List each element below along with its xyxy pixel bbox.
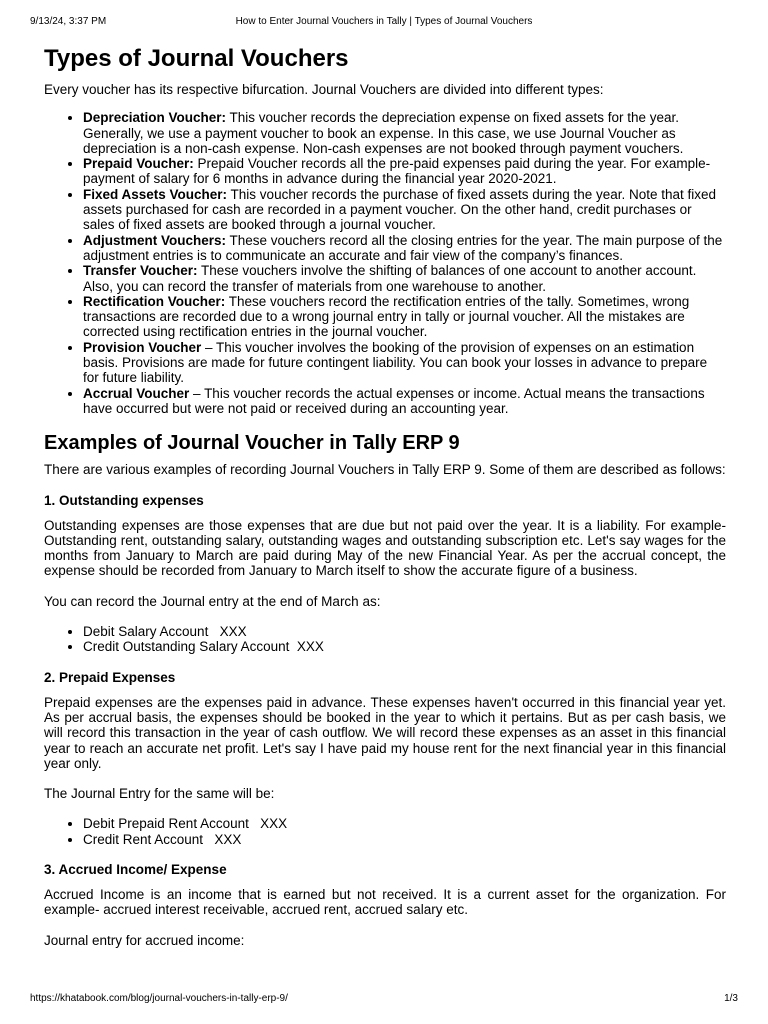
print-datetime: 9/13/24, 3:37 PM xyxy=(30,16,107,27)
list-item-term: Prepaid Voucher: xyxy=(83,156,194,172)
list-item xyxy=(83,386,726,417)
article-content xyxy=(44,40,726,963)
list-item-term: Accrual Voucher xyxy=(83,385,190,401)
prepaid-entry-intro: The Journal Entry for the same will be: xyxy=(44,786,275,802)
list-item: • Credit Rent Account XXX xyxy=(83,832,726,847)
print-page-number: 1/3 xyxy=(724,993,738,1004)
list-item-text: Prepaid Voucher records all the pre-paid expenses paid during the year. For example- payment of salary for 6 months in advance during the financial year 2020-2021. xyxy=(83,156,711,187)
outstanding-heading: 1. Outstanding expenses xyxy=(44,492,204,508)
list-item xyxy=(83,340,726,386)
accrued-heading: 3. Accrued Income/ Expense xyxy=(44,861,227,877)
accrued-entry-intro: Journal entry for accrued income: xyxy=(44,932,245,948)
outstanding-paragraph: Outstanding expenses are those expenses that are due but not paid over the year. It is a liability. For example- Outstanding rent, outstanding salary, outstanding wages and outstanding subscription etc. Let's say wages for the months from January to March are paid during May of the new Financial Year. As per the accrual concept, the expense should be recorded from January to March itself to show the accurate figure of a business. xyxy=(44,517,726,579)
print-page-title: How to Enter Journal Vouchers in Tally | Types of Journal Vouchers xyxy=(235,16,533,27)
list-item-text: – This voucher records the actual expenses or income. Actual means the transactions have occurred but were not paid or received during an accounting year. xyxy=(83,385,705,416)
print-footer xyxy=(30,993,738,1007)
list-item xyxy=(83,110,726,156)
print-url: https://khatabook.com/blog/journal-vouchers-in-tally-erp-9/ xyxy=(30,993,288,1004)
list-item-text: This voucher records the depreciation expense on fixed assets for the year. Generally, we use a payment voucher to book an expense. In this case, we use Journal Voucher as depreciation is a non-cash expense. Non-cash expenses are not booked through payment vouchers. xyxy=(83,110,684,156)
list-item xyxy=(83,294,726,340)
accrued-paragraph: Accrued Income is an income that is earned but not received. It is a current asset for the organization. For example- accrued interest receivable, accrued rent, accrued salary etc. xyxy=(44,886,726,918)
list-item-term: Transfer Voucher: xyxy=(83,263,198,279)
list-item-term: Rectification Voucher: xyxy=(83,293,226,309)
print-header xyxy=(30,16,738,30)
examples-intro: There are various examples of recording Journal Vouchers in Tally ERP 9. Some of them are described as follows: xyxy=(44,462,726,478)
list-item-text: These vouchers involve the shifting of balances of one account to another account. Also, you can record the transfer of materials from one warehouse to another. xyxy=(83,263,697,294)
prepaid-entries xyxy=(44,816,726,847)
list-item-text: This voucher records the purchase of fixed assets during the year. Note that fixed assets purchased for cash are recorded in a payment voucher. On the other hand, credit purchases or sales of fixed assets are booked through a journal voucher. xyxy=(83,186,717,233)
list-item: • Debit Prepaid Rent Account XXX xyxy=(83,816,726,831)
list-item: • Debit Salary Account XXX xyxy=(83,624,726,639)
list-item: • Credit Outstanding Salary Account XXX xyxy=(83,639,726,654)
examples-heading: Examples of Journal Voucher in Tally ERP 9 xyxy=(44,432,460,455)
types-intro: Every voucher has its respective bifurcation. Journal Vouchers are divided into different types: xyxy=(44,82,604,97)
list-item-text: – This voucher involves the booking of the provision of expenses on an estimation basis. Provisions are made for future contingent liability. You can book your losses in advance to prepare for future liability. xyxy=(83,339,708,386)
list-item-term: Adjustment Vouchers: xyxy=(83,232,227,248)
list-item-term: Provision Voucher xyxy=(83,339,202,355)
list-item-term: Fixed Assets Voucher: xyxy=(83,186,228,202)
list-item xyxy=(83,233,726,264)
list-item-text: These vouchers record the rectification entries of the tally. Sometimes, wrong transactions are recorded due to a wrong journal entry in tally or journal voucher. All the mistakes are corrected using rectification entries in the journal voucher. xyxy=(83,293,690,340)
outstanding-entry-intro: You can record the Journal entry at the end of March as: xyxy=(44,593,381,609)
prepaid-paragraph: Prepaid expenses are the expenses paid in advance. These expenses haven't occurred in this financial year yet. As per accrual basis, the expenses should be booked in the year to which it pertains. But as per cash basis, we will record this transaction in the year of cash outflow. We will record these expenses as an asset in this financial year to reach an accurate net profit. Let's say I have paid my house rent for the next financial year in this financial year only. xyxy=(44,694,726,771)
list-item-term: Depreciation Voucher: xyxy=(83,110,227,126)
outstanding-entries xyxy=(44,624,726,655)
list-item xyxy=(83,187,726,233)
prepaid-heading: 2. Prepaid Expenses xyxy=(44,669,176,685)
list-item xyxy=(83,263,726,294)
list-item-text: These vouchers record all the closing entries for the year. The main purpose of the adjustment entries is to communicate an accurate and fair view of the company’s finances. xyxy=(83,232,723,263)
voucher-types-list xyxy=(44,110,726,416)
types-heading: Types of Journal Vouchers xyxy=(44,45,349,72)
list-item xyxy=(83,156,726,187)
